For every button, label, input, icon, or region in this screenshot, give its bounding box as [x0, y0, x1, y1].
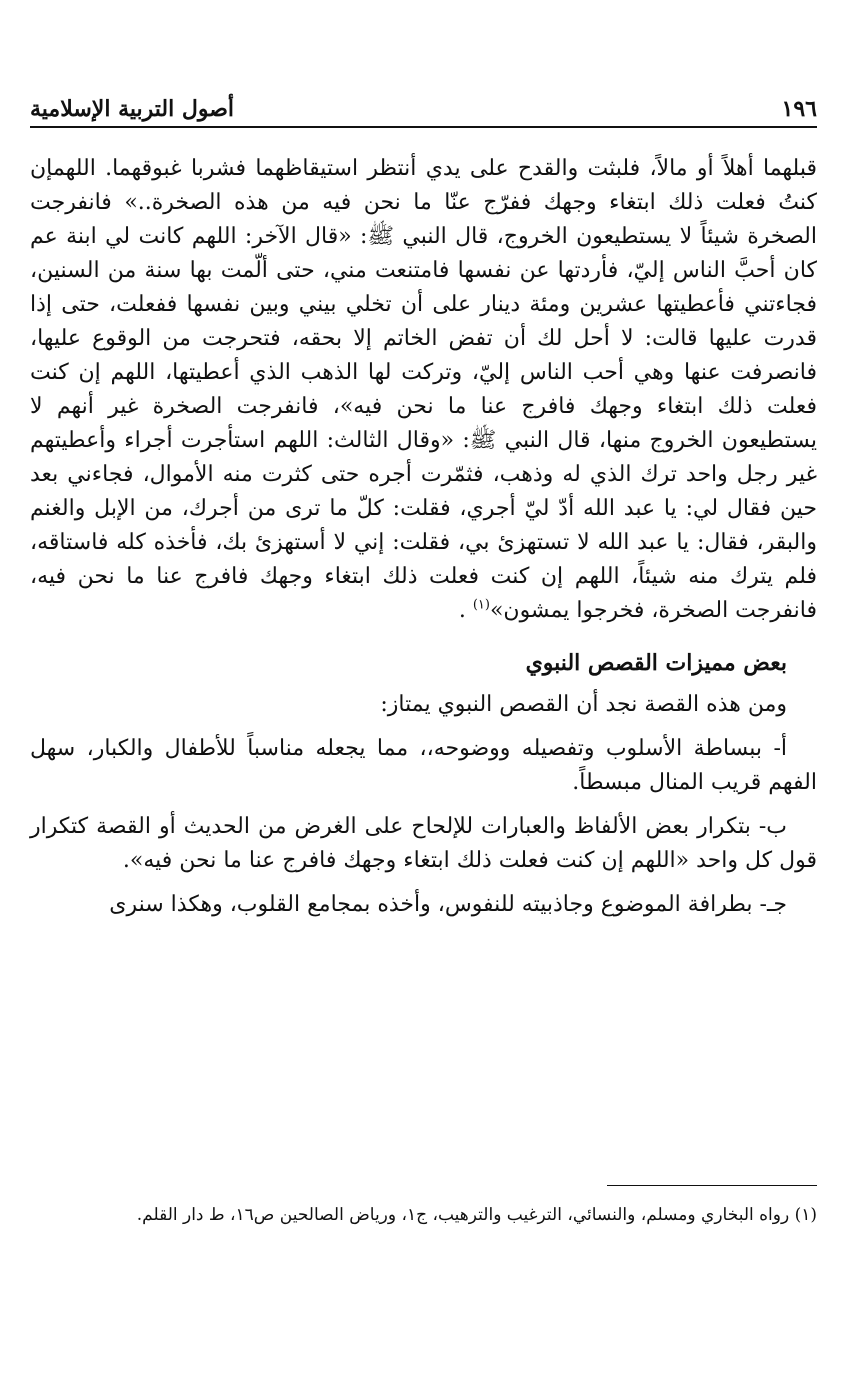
main-text	[30, 152, 817, 922]
hadith-text: قبلهما أهلاً أو مالاً، فلبثت والقدح على يدي أنتظر استيقاظهما فشربا غبوقهما. اللهمإن كنتُ فعلت ذلك ابتغاء وجهك ففرّج عنّا ما نحن فيه من هذه الصخرة..» فانفرجت الصخرة شيئاً لا يستطيعون الخروج، قال النبي ﷺ: «قال الآخر: اللهم كانت لي ابنة عم كان أحبَّ الناس إليّ، فأردتها عن نفسها فامتنعت مني، حتى ألّمت بها سنة من السنين، فجاءتني فأعطيتها عشرين ومئة دينار على أن تخلي بيني وبين نفسها ففعلت، حتى إذا قدرت عليها قالت: لا أحل لك أن تفض الخاتم إلا بحقه، فتحرجت من الوقوع عليها، فانصرفت عنها وهي أحب الناس إليّ، وتركت لها الذهب الذي أعطيتها، اللهم إن كنت فعلت ذلك ابتغاء وجهك فافرج عنا ما نحن فيه»، فانفرجت الصخرة غير أنهم لا يستطيعون الخروج منها، قال النبي ﷺ: «وقال الثالث: اللهم استأجرت أجراء وأعطيتهم غير رجل واحد ترك الذي له وذهب، فثمّرت أجره حتى كثرت منه الأموال، فجاءني بعد حين فقال لي: يا عبد الله أدّ ليّ أجري، فقلت: كلّ ما ترى من أجرك، من الإبل والغنم والبقر، فقال: يا عبد الله لا تستهزئ بي، فقلت: إني لا أستهزئ بك، فأخذه كله فاستاقه، فلم يترك منه شيئاً، اللهم إن كنت فعلت ذلك ابتغاء وجهك فافرج عنا ما نحن فيه، فانفرجت الصخرة، فخرجوا يمشون»	[30, 156, 817, 623]
feature-a-paragraph: أ- ببساطة الأسلوب وتفصيله ووضوحه،، مما يجعله مناسباً للأطفال والكبار، سهل الفهم قريب المنال مبسطاً.	[30, 736, 817, 795]
page-number: ١٩٦	[781, 96, 817, 122]
book-title: أصول التربية الإسلامية	[30, 96, 235, 122]
hadith-paragraph	[30, 152, 817, 628]
footnote-reference: (١)	[472, 597, 490, 613]
book-page	[30, 0, 817, 1383]
running-header	[30, 88, 817, 122]
intro-paragraph: ومن هذه القصة نجد أن القصص النبوي يمتاز:	[380, 692, 787, 717]
footnote-rule	[607, 1185, 817, 1186]
section-heading: بعض مميزات القصص النبوي	[525, 650, 787, 676]
feature-c-paragraph: جـ- بطرافة الموضوع وجاذبيته للنفوس، وأخذه بمجامع القلوب، وهكذا سنرى	[109, 892, 787, 917]
header-rule	[30, 126, 817, 128]
footnote: (١) رواه البخاري ومسلم، والنسائي، الترغيب والترهيب، ج١، ورياض الصالحين ص١٦، ط دار القلم.	[136, 1205, 817, 1225]
feature-b-paragraph: ب- بتكرار بعض الألفاظ والعبارات للإلحاح على الغرض من الحديث أو القصة كتكرار قول كل واحد «اللهم إن كنت فعلت ذلك ابتغاء وجهك فافرج عنا ما نحن فيه».	[30, 814, 817, 873]
hadith-end: .	[458, 598, 473, 623]
